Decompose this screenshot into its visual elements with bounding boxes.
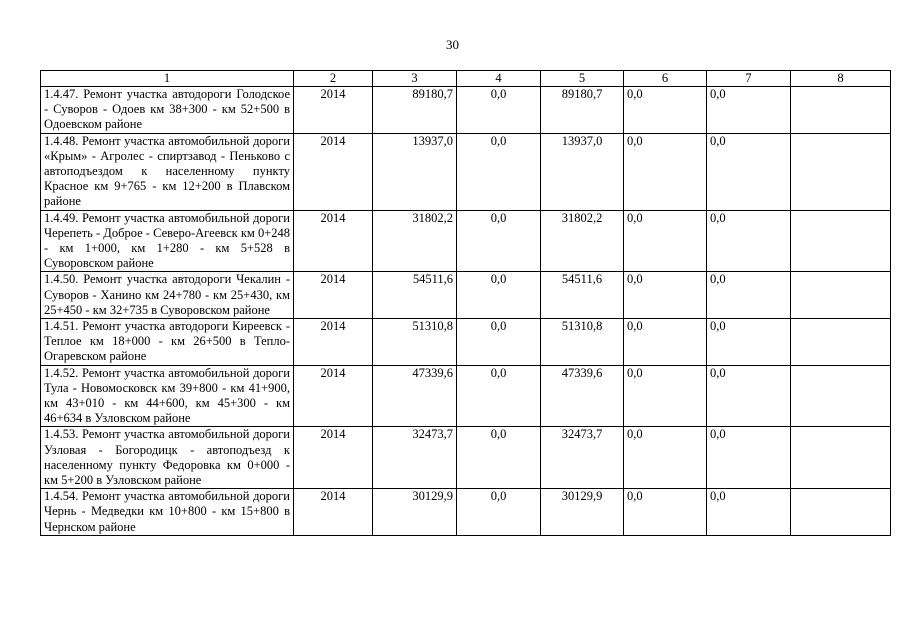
row-col7: 0,0: [707, 427, 791, 489]
row-col8: [791, 87, 891, 134]
table-row: [41, 87, 891, 134]
column-header-2: 2: [294, 71, 373, 87]
row-col8: [791, 133, 891, 210]
row-col8: [791, 489, 891, 536]
column-header-7: 7: [707, 71, 791, 87]
row-col5: 31802,2: [541, 210, 624, 272]
row-col6: 0,0: [624, 427, 707, 489]
row-col4: 0,0: [457, 87, 541, 134]
row-col4: 0,0: [457, 133, 541, 210]
row-col7: 0,0: [707, 319, 791, 366]
row-year: 2014: [294, 210, 373, 272]
column-header-3: 3: [373, 71, 457, 87]
column-header-6: 6: [624, 71, 707, 87]
row-description: 1.4.50. Ремонт участка автодороги Чекалин - Суворов - Ханино км 24+780 - км 25+430, км 25+450 - км 32+735 в Суворовском районе: [41, 272, 294, 319]
row-description: 1.4.47. Ремонт участка автодороги Голодское - Суворов - Одоев км 38+300 - км 52+500 в Одоевском районе: [41, 87, 294, 134]
row-col4: 0,0: [457, 427, 541, 489]
row-col8: [791, 427, 891, 489]
row-year: 2014: [294, 319, 373, 366]
row-year: 2014: [294, 365, 373, 427]
table-row: [41, 319, 891, 366]
row-col5: 54511,6: [541, 272, 624, 319]
row-col5: 51310,8: [541, 319, 624, 366]
row-col6: 0,0: [624, 489, 707, 536]
row-col3: 30129,9: [373, 489, 457, 536]
row-col4: 0,0: [457, 489, 541, 536]
row-col7: 0,0: [707, 365, 791, 427]
row-col6: 0,0: [624, 272, 707, 319]
table-row: [41, 489, 891, 536]
row-col7: 0,0: [707, 272, 791, 319]
row-year: 2014: [294, 133, 373, 210]
row-col7: 0,0: [707, 87, 791, 134]
row-col7: 0,0: [707, 210, 791, 272]
row-col3: 54511,6: [373, 272, 457, 319]
row-col5: 13937,0: [541, 133, 624, 210]
row-col6: 0,0: [624, 365, 707, 427]
row-col3: 13937,0: [373, 133, 457, 210]
row-col8: [791, 319, 891, 366]
row-col4: 0,0: [457, 365, 541, 427]
row-col4: 0,0: [457, 272, 541, 319]
row-col3: 51310,8: [373, 319, 457, 366]
row-col8: [791, 210, 891, 272]
table-row: [41, 427, 891, 489]
row-col5: 32473,7: [541, 427, 624, 489]
table-row: [41, 210, 891, 272]
page-number: 30: [446, 37, 459, 52]
row-description: 1.4.51. Ремонт участка автодороги Киреевск - Теплое км 18+000 - км 26+500 в Тепло-Огаревском районе: [41, 319, 294, 366]
row-col6: 0,0: [624, 319, 707, 366]
column-header-8: 8: [791, 71, 891, 87]
row-col3: 89180,7: [373, 87, 457, 134]
row-col3: 32473,7: [373, 427, 457, 489]
row-col6: 0,0: [624, 133, 707, 210]
row-year: 2014: [294, 87, 373, 134]
row-col3: 31802,2: [373, 210, 457, 272]
row-description: 1.4.49. Ремонт участка автомобильной дороги Черепеть - Доброе - Северо-Агеевск км 0+248 - км 1+000, км 1+280 - км 5+528 в Суворовском районе: [41, 210, 294, 272]
row-col6: 0,0: [624, 210, 707, 272]
row-col8: [791, 272, 891, 319]
column-header-5: 5: [541, 71, 624, 87]
row-description: 1.4.48. Ремонт участка автомобильной дороги «Крым» - Агролес - спиртзавод - Пеньково с автоподъездом к населенному пункту Красное км 9+765 - км 12+200 в Плавском районе: [41, 133, 294, 210]
row-col7: 0,0: [707, 489, 791, 536]
table-row: [41, 365, 891, 427]
row-col5: 89180,7: [541, 87, 624, 134]
row-col6: 0,0: [624, 87, 707, 134]
table-row: [41, 133, 891, 210]
row-col4: 0,0: [457, 319, 541, 366]
row-col4: 0,0: [457, 210, 541, 272]
row-year: 2014: [294, 272, 373, 319]
row-year: 2014: [294, 489, 373, 536]
budget-table: [40, 70, 891, 536]
row-description: 1.4.52. Ремонт участка автомобильной дороги Тула - Новомосковск км 39+800 - км 41+900, км 43+010 - км 44+600, км 45+300 - км 46+634 в Узловском районе: [41, 365, 294, 427]
row-year: 2014: [294, 427, 373, 489]
row-col5: 30129,9: [541, 489, 624, 536]
row-description: 1.4.53. Ремонт участка автомобильной дороги Узловая - Богородицк - автоподъезд к населенному пункту Федоровка км 0+000 - км 5+200 в Узловском районе: [41, 427, 294, 489]
row-col3: 47339,6: [373, 365, 457, 427]
column-header-4: 4: [457, 71, 541, 87]
table-row: [41, 272, 891, 319]
row-col8: [791, 365, 891, 427]
row-description: 1.4.54. Ремонт участка автомобильной дороги Чернь - Медведки км 10+800 - км 15+800 в Чернском районе: [41, 489, 294, 536]
header-row: [41, 71, 891, 87]
row-col7: 0,0: [707, 133, 791, 210]
column-header-1: 1: [41, 71, 294, 87]
row-col5: 47339,6: [541, 365, 624, 427]
